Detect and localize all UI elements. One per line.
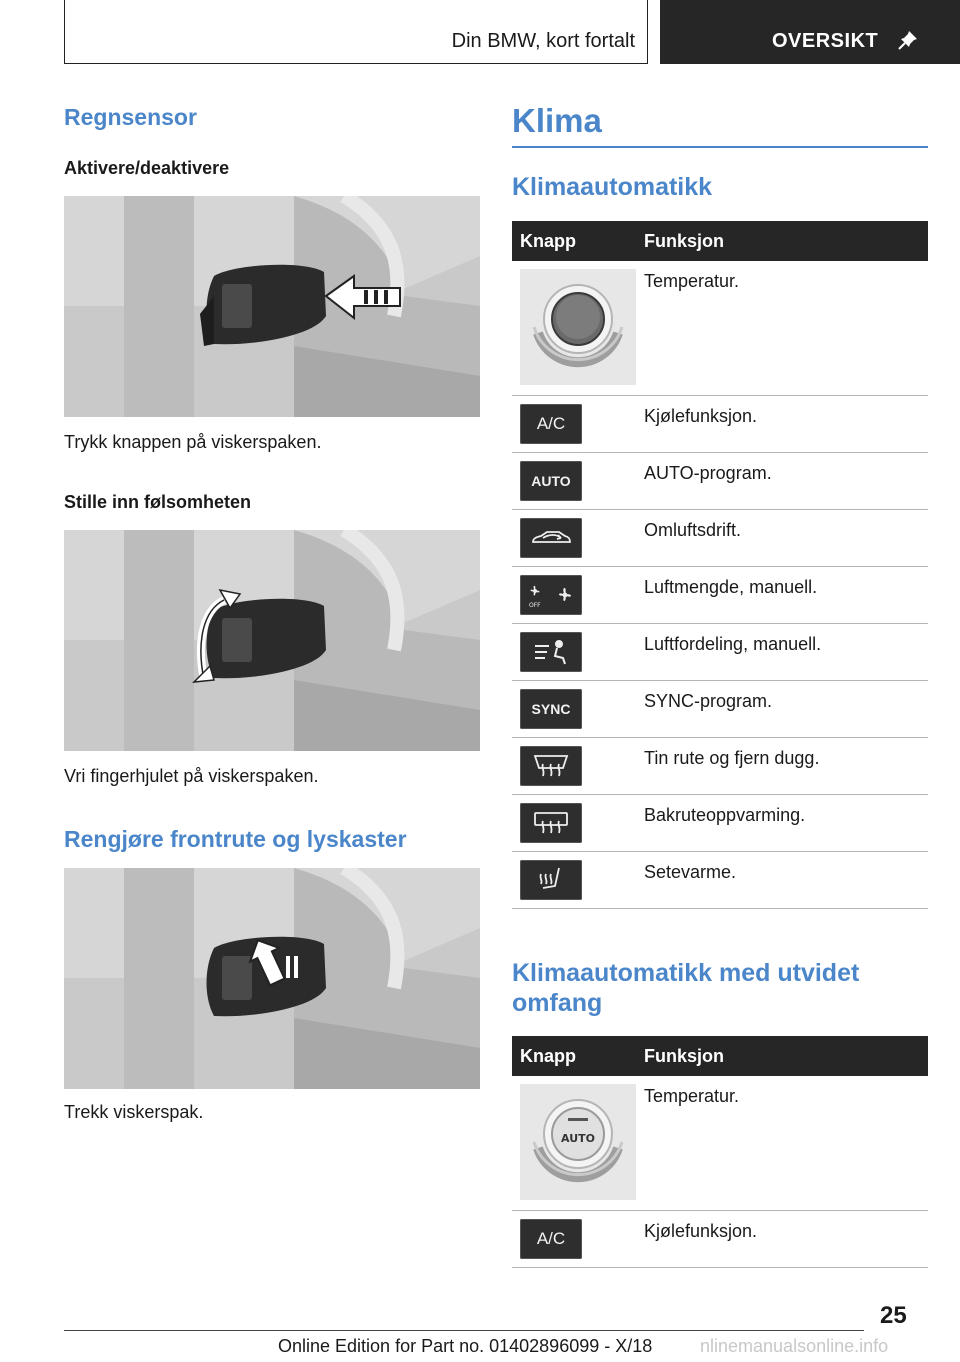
button-cell bbox=[512, 681, 636, 738]
function-cell: Setevarme. bbox=[636, 852, 928, 909]
button-cell bbox=[512, 261, 636, 396]
button-cell bbox=[512, 624, 636, 681]
table-row bbox=[512, 1211, 928, 1268]
clean-caption: Trekk viskerspak. bbox=[64, 1102, 204, 1122]
wiper-wheel-photo bbox=[64, 530, 480, 751]
ac-key: A/C bbox=[520, 1219, 582, 1259]
button-cell bbox=[512, 1076, 636, 1211]
footer-watermark: nlinemanualsonline.info bbox=[700, 1336, 889, 1356]
function-cell: SYNC-program. bbox=[636, 681, 928, 738]
svg-text:OFF: OFF bbox=[529, 602, 541, 609]
climate-extended-table bbox=[512, 1036, 928, 1268]
sensitivity-heading: Stille inn følsomheten bbox=[64, 492, 252, 512]
function-cell: Luftfordeling, manuell. bbox=[636, 624, 928, 681]
table-row bbox=[512, 795, 928, 852]
function-cell: Luftmengde, manuell. bbox=[636, 567, 928, 624]
climate-auto-table bbox=[512, 221, 928, 909]
button-cell bbox=[512, 567, 636, 624]
column-header-button: Knapp bbox=[512, 221, 636, 261]
button-cell bbox=[512, 396, 636, 453]
button-cell bbox=[512, 795, 636, 852]
sensitivity-caption: Vri fingerhjulet på viskerspaken. bbox=[64, 766, 319, 786]
function-cell: AUTO-program. bbox=[636, 453, 928, 510]
button-cell bbox=[512, 453, 636, 510]
table-header-row bbox=[512, 221, 928, 261]
rear-defrost-icon bbox=[520, 803, 582, 843]
ac-key: A/C bbox=[520, 404, 582, 444]
air-distribution-icon bbox=[520, 632, 582, 672]
rain-sensor-heading: Regnsensor bbox=[64, 104, 197, 130]
column-header-function: Funksjon bbox=[636, 221, 928, 261]
table-row bbox=[512, 510, 928, 567]
table-header-row bbox=[512, 1036, 928, 1076]
activate-heading: Aktivere/deaktivere bbox=[64, 158, 230, 178]
activate-caption: Trykk knappen på viskerspaken. bbox=[64, 432, 322, 452]
column-header-function: Funksjon bbox=[636, 1036, 928, 1076]
temperature-auto-knob-icon bbox=[520, 1084, 636, 1200]
climate-auto-heading: Klimaautomatikk bbox=[512, 173, 713, 201]
button-cell bbox=[512, 852, 636, 909]
table-row bbox=[512, 1076, 928, 1211]
recirculation-car-icon bbox=[520, 518, 582, 558]
wiper-pull-photo bbox=[64, 868, 480, 1089]
page-number: 25 bbox=[880, 1302, 907, 1329]
footer-rule bbox=[64, 1330, 864, 1331]
fan-icon bbox=[520, 575, 582, 615]
column-header-button: Knapp bbox=[512, 1036, 636, 1076]
sync-key: SYNC bbox=[520, 689, 582, 729]
function-cell: Temperatur. bbox=[636, 1076, 928, 1211]
header-chapter-title: OVERSIKT bbox=[772, 30, 879, 52]
table-row bbox=[512, 453, 928, 510]
seat-heating-icon bbox=[520, 860, 582, 900]
function-cell: Omluftsdrift. bbox=[636, 510, 928, 567]
button-cell bbox=[512, 510, 636, 567]
function-cell: Kjølefunksjon. bbox=[636, 396, 928, 453]
header-chapter-box bbox=[660, 0, 960, 64]
table-row bbox=[512, 396, 928, 453]
table-row bbox=[512, 261, 928, 396]
table-row bbox=[512, 852, 928, 909]
header-section-title: Din BMW, kort fortalt bbox=[451, 30, 635, 52]
button-cell bbox=[512, 738, 636, 795]
climate-extended-heading: Klimaautomatikk med utvidet omfang bbox=[512, 959, 860, 1017]
temperature-knob-icon bbox=[520, 269, 636, 385]
function-cell: Tin rute og fjern dugg. bbox=[636, 738, 928, 795]
klima-heading: Klima bbox=[512, 102, 928, 148]
table-row bbox=[512, 681, 928, 738]
svg-text:AUTO: AUTO bbox=[561, 1132, 595, 1145]
button-cell bbox=[512, 1211, 636, 1268]
front-defrost-icon bbox=[520, 746, 582, 786]
table-row bbox=[512, 567, 928, 624]
function-cell: Kjølefunksjon. bbox=[636, 1211, 928, 1268]
auto-key: AUTO bbox=[520, 461, 582, 501]
footer-edition: Online Edition for Part no. 01402896099 - X/18 bbox=[278, 1336, 653, 1356]
header-section-box bbox=[64, 0, 648, 64]
clean-heading: Rengjøre frontrute og lyskaster bbox=[64, 826, 407, 852]
wiper-press-photo bbox=[64, 196, 480, 417]
pin-icon bbox=[896, 28, 920, 52]
function-cell: Temperatur. bbox=[636, 261, 928, 396]
table-row bbox=[512, 738, 928, 795]
function-cell: Bakruteoppvarming. bbox=[636, 795, 928, 852]
table-row bbox=[512, 624, 928, 681]
